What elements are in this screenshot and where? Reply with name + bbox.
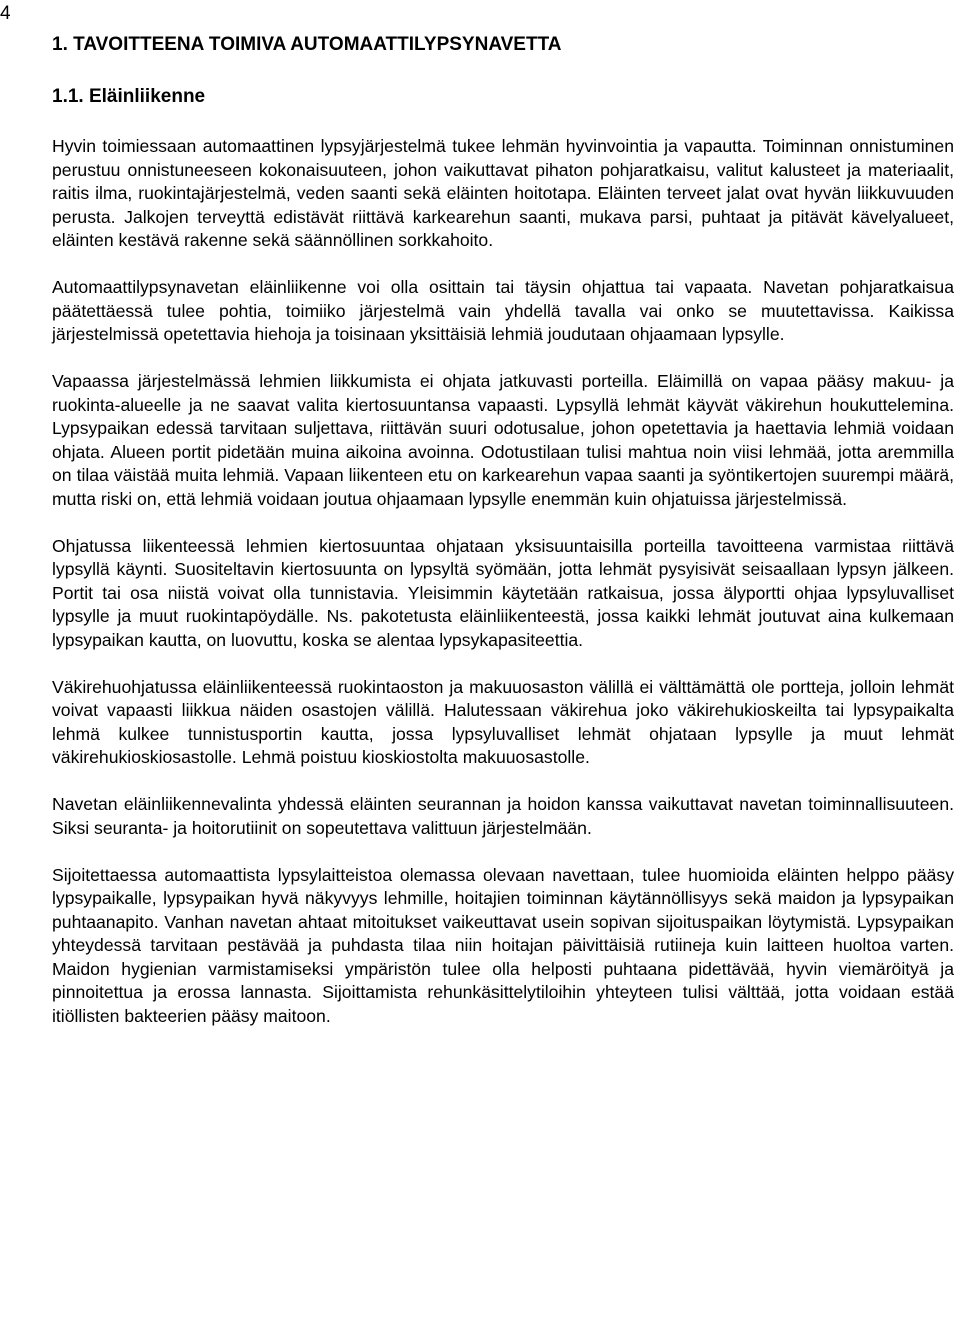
paragraph-2: Automaattilypsynavetan eläinliikenne voi olla osittain tai täysin ohjattua tai vapaata. Navetan pohjaratkaisua päätettäessä tulee pohtia, toimiiko järjestelmä vain yhdellä tavalla vai onko se muutettavissa. Kaikissa järjestelmissä opetettavia hiehoja ja toisinaan yksittäisiä lehmiä joudutaan ohjaamaan lypsylle. xyxy=(52,277,954,344)
paragraph-7: Sijoitettaessa automaattista lypsylaitteistoa olemassa olevaan navettaan, tulee huomioida eläinten helppo pääsy lypsypaikalle, lypsypaikan hyvä näkyvyys lehmille, hoitajien toiminnan käytännöllisyys sekä maidon ja lypsypaikan puhtaanapito. Vanhan navetan ahtaat mitoitukset vaikeuttavat usein sopivan sijoituspaikan löytymistä. Lypsypaikan yhteydessä tarvitaan pestävää ja puhdasta tilaa niin hoitajan päivittäisiä rutiineja kuin laitteen huoltoa varten. Maidon hygienian varmistamiseksi ympäristön tulee olla helposti puhtaana pidettävää, hyvin viemäröityä ja pinnoitettua ja erossa lannasta. Sijoittamista rehunkäsittelytiloihin yhteyteen tulisi välttää, jotta voidaan estää itiöllisten bakteerien pääsy maitoon. xyxy=(52,864,954,1026)
paragraph-1: Hyvin toimiessaan automaattinen lypsyjärjestelmä tukee lehmän hyvinvointia ja vapautta. Toiminnan onnistuminen perustuu onnistuneeseen kokonaisuuteen, johon vaikuttavat pihaton pohjaratkaisu, valitut kalusteet ja materiaalit, raitis ilma, ruokintajärjestelmä, veden saanti sekä eläinten hoitotapa. Eläinten terveet jalat ovat hyvän liikkuvuuden perusta. Jalkojen terveyttä edistävät riittävä karkearehun saanti, mukava parsi, puhtaat ja pitävät kävelyalueet, eläinten kestävä rakenne sekä säännöllinen sorkkahoito. xyxy=(52,136,954,250)
paragraph-4: Ohjatussa liikenteessä lehmien kiertosuuntaa ohjataan yksisuuntaisilla porteilla tavoitteena varmistaa riittävä lypsyllä käynti. Suositeltavin kiertosuunta on lypsyltä syömään, jotta lehmät pysyisivät seisaallaan lypsyn jälkeen. Portit tai osa niistä voivat olla tunnistavia. Yleisimmin käytetään ratkaisua, jossa älyportti ohjaa lypsyluvalliset lypsylle ja muut ruokintapöydälle. Ns. pakotetusta eläinliikenteestä, jossa kaikki lehmät joutuvat aina kulkemaan lypsypaikan kautta, on luovuttu, koska se alentaa lypsykapasiteettia. xyxy=(52,535,954,650)
paragraph-6: Navetan eläinliikennevalinta yhdessä eläinten seurannan ja hoidon kanssa vaikuttavat navetan toiminnallisuuteen. Siksi seuranta- ja hoitorutiinit on sopeutettava valittuun järjestelmään. xyxy=(52,794,954,838)
document-body xyxy=(52,33,954,1052)
page-number: 4 xyxy=(0,3,11,24)
section-heading: 1.1. Eläinliikenne xyxy=(52,86,206,107)
paragraph-3: Vapaassa järjestelmässä lehmien liikkumista ei ohjata jatkuvasti porteilla. Eläimillä on vapaa pääsy makuu- ja ruokinta-alueelle ja ne saavat valita kiertosuuntansa vapaasti. Lypsyllä lehmät käyvät väkirehun houkuttelemina. Lypsypaikan edessä tarvitaan suljettava, riittävän suuri odotusalue, johon opetettavia ja haettavia lehmiä voidaan ohjata. Alueen portit pidetään muina aikoina avoinna. Odotustilaan tulisi mahtua noin viisi lehmää, jotta aremmilla on tilaa väistää muita lehmiä. Vapaan liikenteen etu on karkearehun vapaa saanti ja syöntikertojen suurempi määrä, mutta riski on, että lehmiä voidaan joutua ohjaamaan lypsylle enemmän kuin ohjatuissa järjestelmissä. xyxy=(52,371,954,509)
paragraph-5: Väkirehuohjatussa eläinliikenteessä ruokintaoston ja makuuosaston välillä ei välttämättä ole portteja, jolloin lehmät voivat vapaasti liikkua näiden osastojen välillä. Halutessaan väkirehua joko väkirehukioskeilta tai lypsypaikalta lehmä kulkee tunnistusportin kautta, jossa lypsyluvalliset lehmät ohjataan lypsylle ja muut lehmät väkirehukioskiosastolle. Lehmä poistuu kioskiostolta makuuosastolle. xyxy=(52,676,954,767)
chapter-heading: 1. TAVOITTEENA TOIMIVA AUTOMAATTILYPSYNAVETTA xyxy=(52,34,562,55)
